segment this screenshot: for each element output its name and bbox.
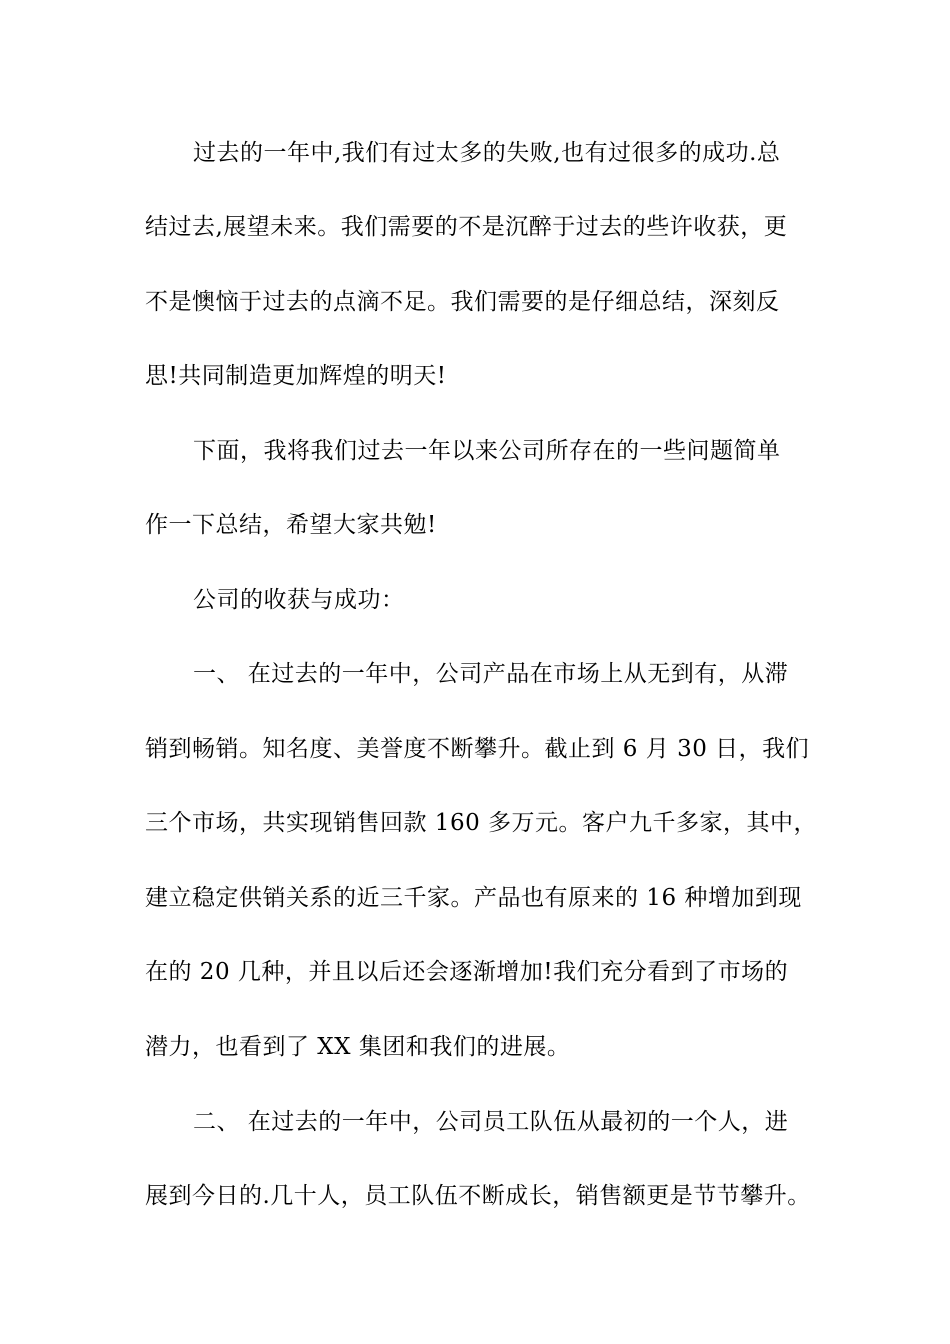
paragraph-4-line-2: 销到畅销。知名度、美誉度不断攀升。截止到 6 月 30 日，我们 (145, 736, 810, 762)
paragraph-1-line-1: 过去的一年中,我们有过太多的失败,也有过很多的成功.总 (193, 140, 781, 166)
paragraph-4-line-6: 潜力，也看到了 XX 集团和我们的进展。 (145, 1034, 571, 1060)
paragraph-4-line-4: 建立稳定供销关系的近三千家。产品也有原来的 16 种增加到现 (145, 885, 802, 911)
paragraph-1-line-4: 思!共同制造更加辉煌的明天! (145, 363, 447, 389)
paragraph-2-line-2: 作一下总结，希望大家共勉! (145, 512, 437, 538)
paragraph-5-line-1: 二、 在过去的一年中，公司员工队伍从最初的一个人，进 (193, 1109, 789, 1135)
paragraph-4-line-3: 三个市场，共实现销售回款 160 多万元。客户九千多家，其中， (145, 810, 818, 836)
paragraph-4-line-5: 在的 20 几种，并且以后还会逐渐增加!我们充分看到了市场的 (145, 959, 789, 985)
paragraph-1-line-2: 结过去,展望未来。我们需要的不是沉醉于过去的些许收获，更 (145, 214, 788, 240)
paragraph-4-line-1: 一、 在过去的一年中，公司产品在市场上从无到有，从滞 (193, 661, 789, 687)
paragraph-5-line-2: 展到今日的.几十人，员工队伍不断成长，销售额更是节节攀升。 (145, 1183, 811, 1209)
paragraph-2-line-1: 下面，我将我们过去一年以来公司所存在的一些问题简单 (193, 438, 781, 464)
paragraph-1-line-3: 不是懊恼于过去的点滴不足。我们需要的是仔细总结，深刻反 (145, 289, 780, 315)
section-heading: 公司的收获与成功： (193, 587, 405, 613)
